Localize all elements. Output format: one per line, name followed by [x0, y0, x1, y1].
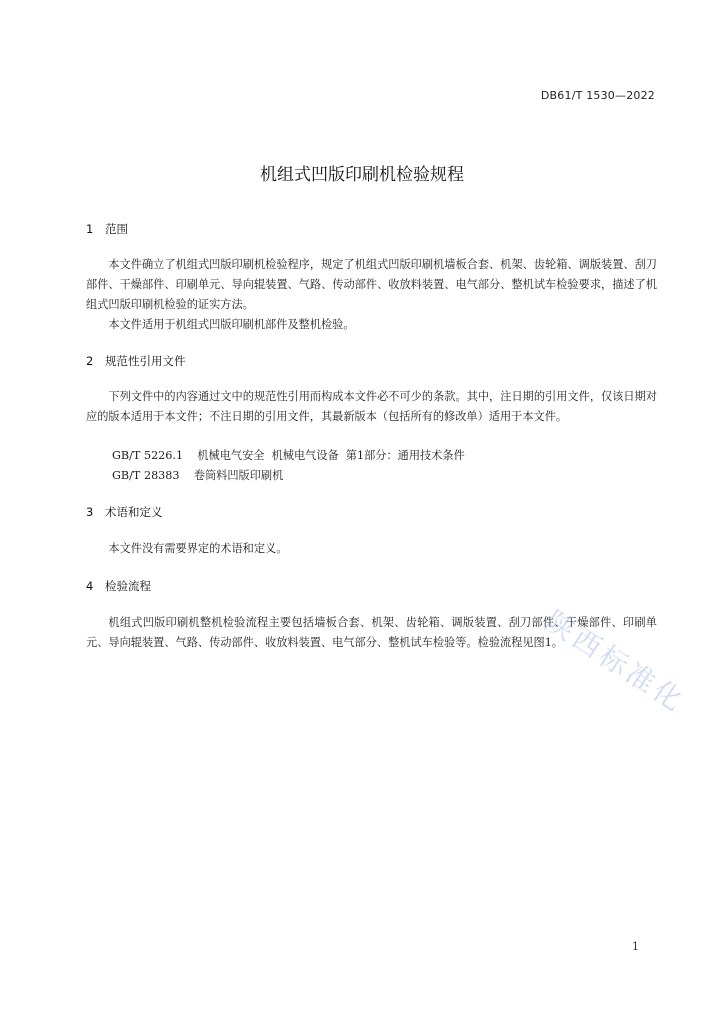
section-1-paragraph-2: 本文件适用于机组式凹版印刷机部件及整机检验。	[108, 318, 355, 331]
section-4-paragraph-1: 机组式凹版印刷机整机检验流程主要包括墙板合套、机架、齿轮箱、调版装置、刮刀部件、干燥部件、印刷单元、导向辊装置、气路、传动部件、收放料装置、电气部分、整机试车检验等。检验流程见图1。	[86, 616, 657, 649]
section-number: 1	[86, 222, 94, 236]
reference-title: 机械电气安全 机械电气设备 第1部分：通用技术条件	[197, 449, 465, 462]
reference-code: GB/T 5226.1	[112, 449, 184, 462]
section-number: 2	[86, 354, 94, 368]
section-1-heading	[86, 221, 128, 237]
section-3-paragraph-1: 本文件没有需要界定的术语和定义。	[108, 542, 288, 555]
watermark: 陕西标准化	[539, 604, 692, 720]
section-3-heading	[86, 504, 163, 520]
section-number: 4	[86, 579, 94, 593]
section-title: 范围	[105, 222, 128, 236]
section-title: 检验流程	[105, 579, 151, 593]
section-title: 术语和定义	[105, 505, 163, 519]
document-title: 机组式凹版印刷机检验规程	[260, 165, 464, 185]
section-2-heading	[86, 353, 186, 369]
document-code: DB61/T 1530—2022	[540, 89, 655, 102]
reference-item	[112, 446, 465, 466]
section-number: 3	[86, 505, 94, 519]
page-number: 1	[632, 940, 639, 953]
section-4-heading	[86, 578, 151, 594]
reference-code: GB/T 28383	[112, 469, 180, 482]
section-2-paragraph-1: 下列文件中的内容通过文中的规范性引用而构成本文件必不可少的条款。其中，注日期的引用文件，仅该日期对应的版本适用于本文件；不注日期的引用文件，其最新版本（包括所有的修改单）适用于本文件。	[86, 390, 657, 423]
reference-item	[112, 466, 283, 486]
section-title: 规范性引用文件	[105, 354, 186, 368]
reference-title: 卷筒料凹版印刷机	[193, 469, 284, 482]
section-1-paragraph-1: 本文件确立了机组式凹版印刷机检验程序，规定了机组式凹版印刷机墙板合套、机架、齿轮箱、调版装置、刮刀部件、干燥部件、印刷单元、导向辊装置、气路、传动部件、收放料装置、电气部分、整机试车检验要求，描述了机组式凹版印刷机检验的证实方法。	[86, 258, 657, 311]
